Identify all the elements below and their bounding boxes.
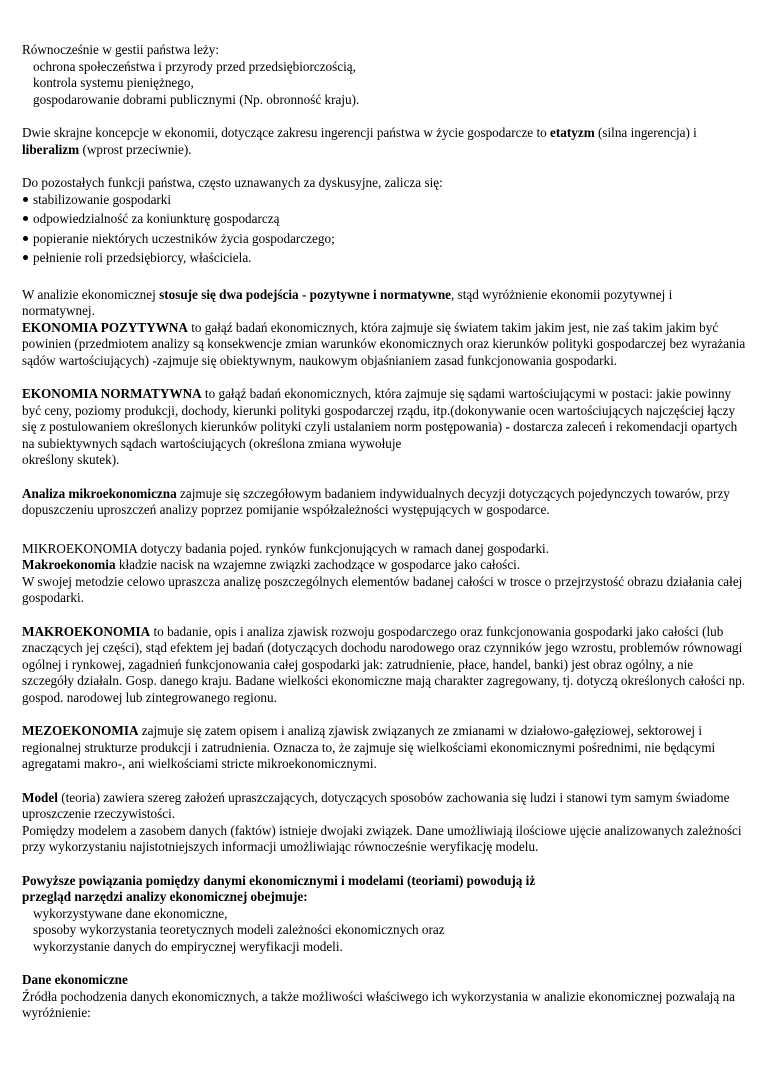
bullet-icon — [22, 250, 33, 267]
list-item: wykorzystanie danych do empirycznej weryfikacji modeli. — [33, 938, 343, 954]
other-functions-section — [22, 175, 748, 267]
economic-data-section — [22, 972, 748, 1022]
paragraph-mezoeconomics: MEZOEKONOMIA zajmuje się zatem opisem i analizą zjawisk związanych ze zmianami w działowo-gałęziowej, sektorowej i regionalnej strukturze produkcji i zatrudnienia. Oznacza to, że zajmuje się wielkościami ekonomicznymi pośrednimi, nie będącymi agregatami makro-, ani wielkościami stricte mikroekonomicznymi. — [22, 723, 716, 771]
list-item: gospodarowanie dobrami publicznymi (Np. obronność kraju). — [33, 91, 360, 107]
paragraph-micro-macro: MIKROEKONOMIA dotyczy badania pojed. rynków funkcjonujących w ramach danej gospodarki. Makroekonomia kładzie nacisk na wzajemne związki zachodzące w gospodarce jako całości. W swojej metodzie celowo upraszcza analizę poszczególnych elementów badanej całości w trosce o przejrzystość obrazu działania całej gospodarki. — [22, 540, 743, 605]
paragraph-approaches: W analizie ekonomicznej stosuje się dwa podejścia - pozytywne i normatywne, stąd wyróżnienie ekonomii pozytywnej i normatywnej. EKONOMIA POZYTYWNA to gałąź badań ekonomicznych, która zajmuje się światem takim jakim jest, nie zaś takim jakim być powinien (przedmiotem analizy są konsekwencje zmian warunków ekonomicznych oraz kierunków polityki gospodarczej bez wyrażania sądów wartościujących) -zajmuje się obiektywnym, naukowym objaśnianiem zasad funkcjonowania gospodarki. — [22, 286, 746, 368]
list-item: kontrola systemu pieniężnego, — [33, 75, 194, 90]
section-heading: Powyższe powiązania pomiędzy danymi ekonomicznymi i modelami (teoriami) powodują iż przegląd narzędzi analizy ekonomicznej obejmuje: — [22, 872, 536, 904]
bullet-icon — [22, 192, 33, 209]
list-item: odpowiedzialność za koniunkturę gospodarczą — [22, 211, 748, 228]
list-item: pełnienie roli przedsiębiorcy, właściciela. — [22, 250, 748, 267]
paragraph-normative: EKONOMIA NORMATYWNA to gałąź badań ekonomicznych, która zajmuje się sądami wartościującymi w postaci: jakie powinny być ceny, poziomy produkcji, dochody, kierunki polityki gospodarczej rządu, itp.(dokonywanie ocen wartościujących najczęściej łączy się z postulowaniem określonych kierunków polityki czyli ustalaniem norm postępowania) - dostarcza zaleceń i rekomendacji opartych na subiektywnych sądach wartościujących (określona zmiana wywołuje określony skutek). — [22, 386, 738, 467]
list-item: wykorzystywane dane ekonomiczne, — [33, 905, 228, 921]
section-heading: Dane ekonomiczne — [22, 972, 128, 987]
list-item: sposoby wykorzystania teoretycznych modeli zależności ekonomicznych oraz — [33, 922, 445, 937]
paragraph-micro-analysis: Analiza mikroekonomiczna zajmuje się szczegółowym badaniem indywidualnych decyzji dotyczących pojedynczych towarów, przy dopuszczeniu uproszczeń analizy poprzez pomijanie współzależności występujących w gospodarce. — [22, 485, 730, 517]
list-item: stabilizowanie gospodarki — [22, 192, 748, 209]
paragraph-data-sources: Źródła pochodzenia danych ekonomicznych, a także możliwości właściwego ich wykorzystania w analizie ekonomicznej pozwalają na wyróżnienie: — [22, 988, 735, 1020]
paragraph-concepts: Dwie skrajne koncepcje w ekonomii, dotyczące zakresu ingerencji państwa w życie gospodarcze to etatyzm (silna ingerencja) i liberalizm (wprost przeciwnie). — [22, 125, 697, 157]
tools-section — [22, 873, 748, 956]
paragraph-intro: Do pozostałych funkcji państwa, często uznawanych za dyskusyjne, zalicza się: — [22, 175, 443, 190]
paragraph-intro: Równocześnie w gestii państwa leży: — [22, 42, 220, 57]
bullet-icon — [22, 231, 33, 248]
paragraph-model: Model (teoria) zawiera szereg założeń upraszczających, dotyczących sposobów zachowania się ludzi i stanowi tym samym świadome uproszczenie rzeczywistości. Pomiędzy modelem a zasobem danych (faktów) istnieje dwojaki związek. Dane umożliwiają ilościowe ujęcie analizowanych zależności przy wykorzystaniu najistotniejszych informacji umożliwiając równocześnie weryfikację modelu. — [22, 789, 742, 854]
list-item: ochrona społeczeństwa i przyrody przed przedsiębiorczością, — [33, 58, 356, 74]
paragraph-macroeconomics: MAKROEKONOMIA to badanie, opis i analiza zjawisk rozwoju gospodarczego oraz funkcjonowania gospodarki jako całości (lub znaczących jej części), stąd efektem jej badań (dotyczących dochodu narodowego oraz czynników jego wzrostu, problemów równowagi ogólnej i rynkowej, zagadnień funkcjonowania całej gospodarki jak: zatrudnienie, płace, handel, banki) jest obraz ogólny, a nie szczegóły działaln. Gosp. danego kraju. Badane wielkości ekonomiczne mają charakter zagregowany, tj. dotyczą określonych całości np. gospod. narodowej lub zintegrowanego regionu. — [22, 623, 746, 705]
state-responsibilities-section — [22, 42, 748, 108]
list-item: popieranie niektórych uczestników życia gospodarczego; — [22, 231, 748, 248]
bullet-icon — [22, 211, 33, 228]
